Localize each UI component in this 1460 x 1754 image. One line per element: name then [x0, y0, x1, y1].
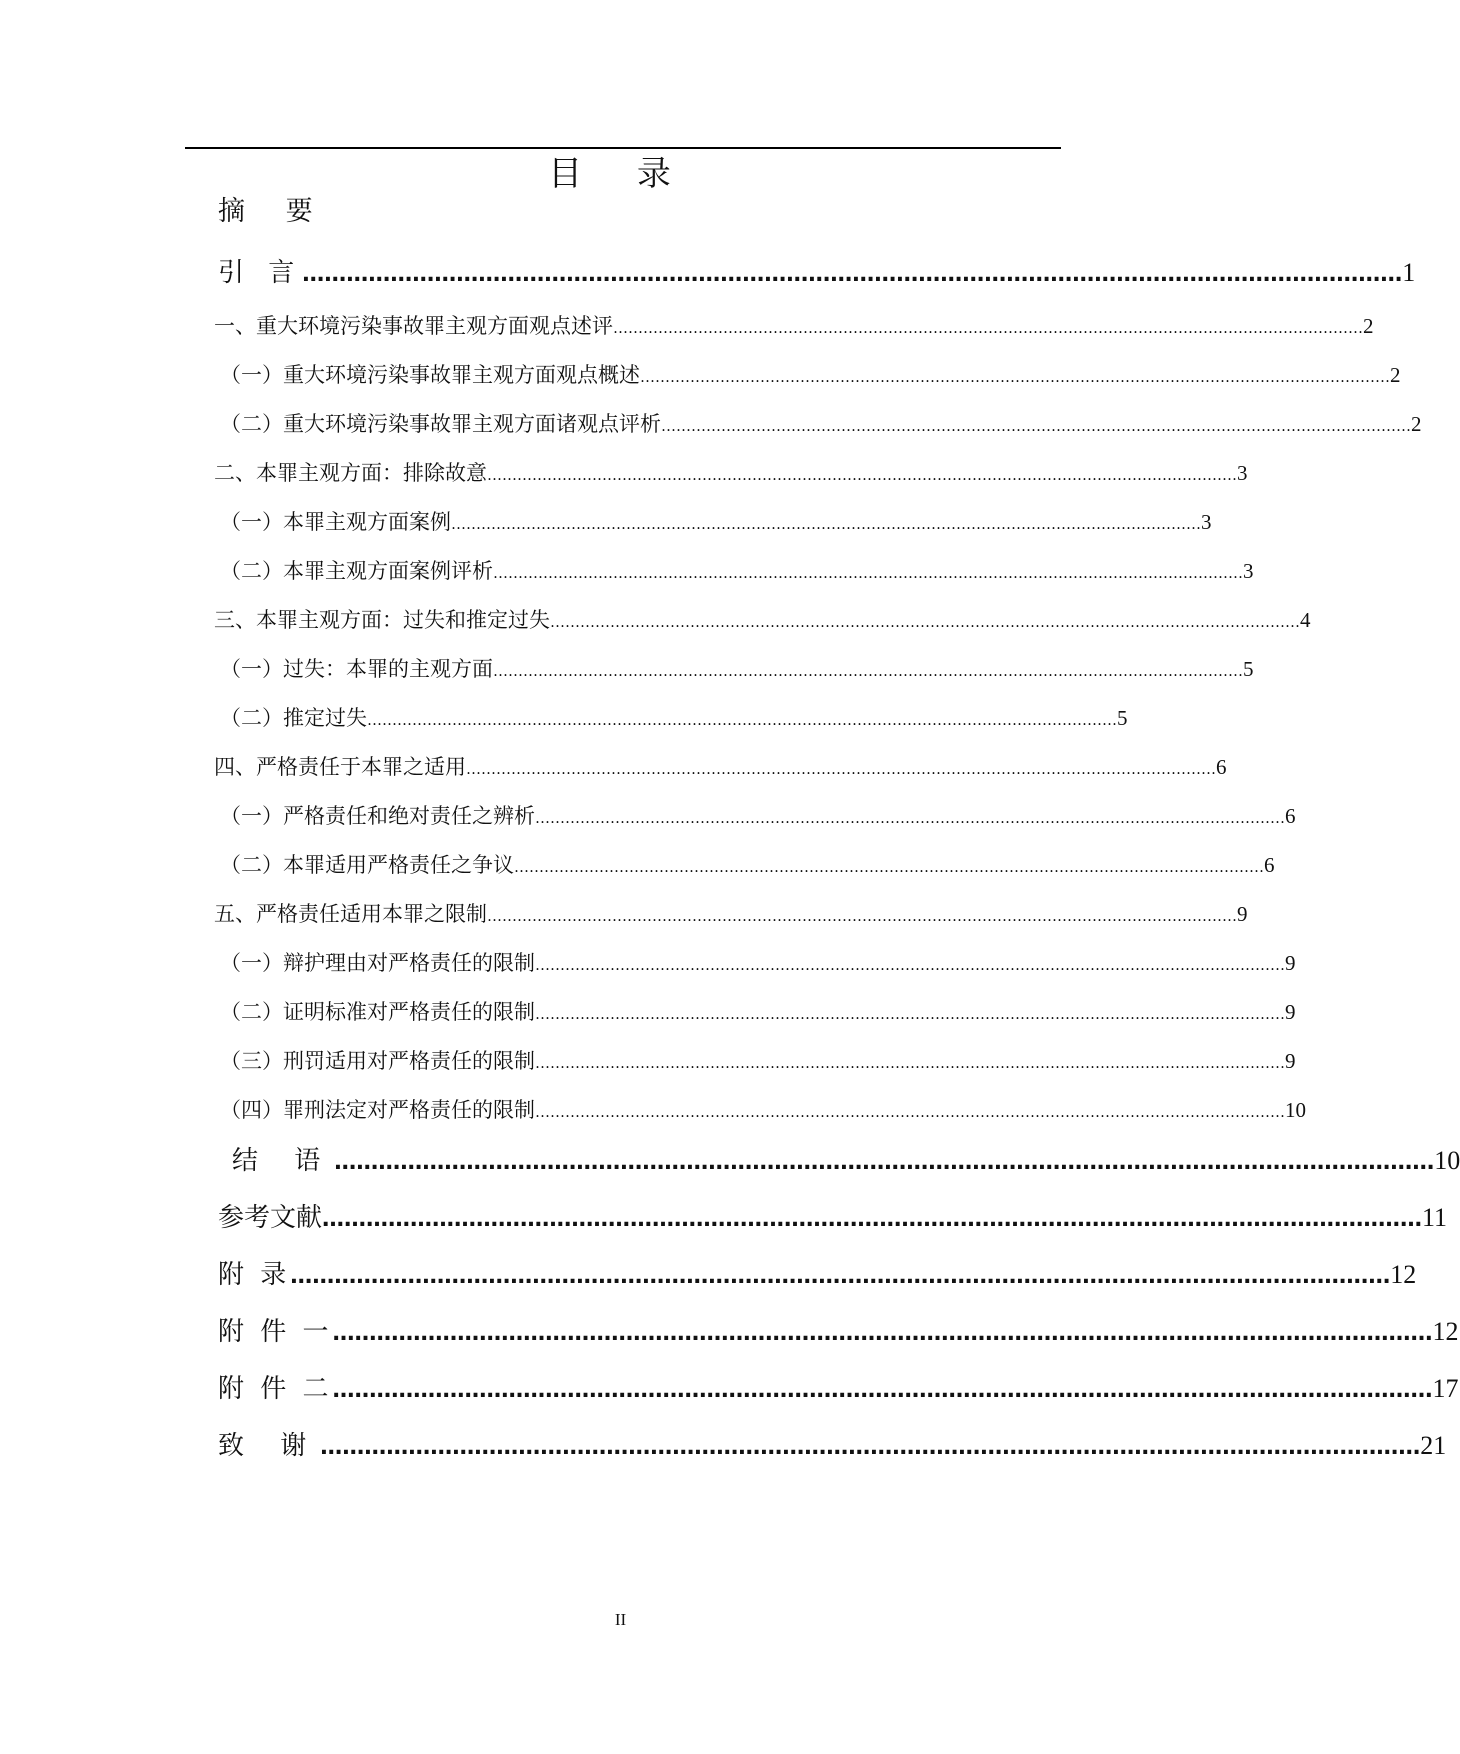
toc-leader-dots: ……………………………………………………………………………………………………………………………………: [322, 1207, 1423, 1232]
toc-entry-page: 6: [1216, 755, 1227, 779]
toc-entry-section-1-2[interactable]: [220, 408, 1422, 440]
toc-entry-label: （二）推定过失: [220, 706, 367, 730]
toc-entry-section-1-1[interactable]: [220, 359, 1401, 391]
toc-entry-section-2-1[interactable]: [220, 506, 1212, 538]
header-rule: [185, 147, 1061, 149]
toc-entry-page: 6: [1285, 804, 1296, 828]
toc-entry-label: 三、本罪主观方面：过失和推定过失: [214, 608, 550, 632]
toc-entry-page: 5: [1243, 657, 1254, 681]
toc-entry-page: 5: [1117, 706, 1128, 730]
toc-entry-label: （二）重大环境污染事故罪主观方面诸观点评析: [220, 412, 661, 436]
toc-leader-dots: ……………………………………………………………………………………………………………………………………: [493, 662, 1243, 680]
toc-entry-page: 9: [1285, 951, 1296, 975]
toc-leader-dots: ……………………………………………………………………………………………………………………………………: [487, 466, 1237, 484]
toc-leader-dots: ……………………………………………………………………………………………………………………………………: [550, 613, 1300, 631]
toc-entry-label: （二）本罪主观方面案例评析: [220, 559, 493, 583]
toc-entry-label: 附 录: [218, 1260, 291, 1290]
toc-leader-dots: ……………………………………………………………………………………………………………………………………: [493, 564, 1243, 582]
toc-entry-section-2-2[interactable]: [220, 555, 1254, 587]
toc-entry-label: 参考文献: [218, 1203, 323, 1233]
toc-entry-label: （一）重大环境污染事故罪主观方面观点概述: [220, 363, 640, 387]
toc-leader-dots: ……………………………………………………………………………………………………………………………………: [466, 760, 1216, 778]
toc-entry-page: 2: [1363, 314, 1374, 338]
toc-leader-dots: ……………………………………………………………………………………………………………………………………: [320, 1435, 1421, 1460]
toc-entry-intro[interactable]: [218, 252, 1416, 292]
toc-entry-page: 2: [1411, 412, 1422, 436]
toc-leader-dots: ……………………………………………………………………………………………………………………………………: [367, 711, 1117, 729]
toc-entry-section-4-1[interactable]: [220, 800, 1296, 832]
toc-entry-label: 四、严格责任于本罪之适用: [214, 755, 466, 779]
toc-entry-label: （四）罪刑法定对严格责任的限制: [220, 1098, 535, 1122]
toc-leader-dots: ……………………………………………………………………………………………………………………………………: [302, 262, 1403, 287]
toc-entry-acknowledgements[interactable]: [218, 1425, 1447, 1465]
toc-leader-dots: ……………………………………………………………………………………………………………………………………: [535, 1054, 1285, 1072]
toc-leader-dots: ……………………………………………………………………………………………………………………………………: [640, 368, 1390, 386]
toc-entry-page: 10: [1434, 1146, 1460, 1175]
toc-entry-label: （三）刑罚适用对严格责任的限制: [220, 1049, 535, 1073]
toc-entry-label: 引 言: [218, 258, 303, 288]
toc-entry-section-3-2[interactable]: [220, 702, 1128, 734]
toc-leader-dots: ……………………………………………………………………………………………………………………………………: [535, 1103, 1285, 1121]
toc-entry-page: 12: [1432, 1317, 1459, 1346]
toc-abstract-label: 摘 要: [218, 196, 329, 227]
toc-entry-attachment-2[interactable]: [218, 1368, 1459, 1408]
toc-entry-section-5[interactable]: [214, 898, 1248, 930]
toc-entry-section-4-2[interactable]: [220, 849, 1275, 881]
toc-leader-dots: ……………………………………………………………………………………………………………………………………: [535, 809, 1285, 827]
toc-entry-page: 11: [1422, 1203, 1448, 1232]
toc-entry-label: 附 件 一: [218, 1317, 333, 1347]
toc-leader-dots: ……………………………………………………………………………………………………………………………………: [487, 907, 1237, 925]
toc-entry-section-1[interactable]: [214, 310, 1374, 342]
toc-leader-dots: ……………………………………………………………………………………………………………………………………: [451, 515, 1201, 533]
toc-leader-dots: ……………………………………………………………………………………………………………………………………: [334, 1150, 1435, 1175]
toc-entry-label: 二、本罪主观方面：排除故意: [214, 461, 487, 485]
toc-entry-label: 一、重大环境污染事故罪主观方面观点述评: [214, 314, 613, 338]
toc-entry-appendix[interactable]: [218, 1254, 1417, 1294]
toc-entry-page: 17: [1432, 1374, 1459, 1403]
toc-entry-section-2[interactable]: [214, 457, 1248, 489]
toc-leader-dots: ……………………………………………………………………………………………………………………………………: [661, 417, 1411, 435]
toc-entry-page: 12: [1390, 1260, 1417, 1289]
toc-entry-label: 五、严格责任适用本罪之限制: [214, 902, 487, 926]
toc-entry-conclusion[interactable]: [232, 1140, 1460, 1180]
toc-entry-section-5-2[interactable]: [220, 996, 1296, 1028]
toc-entry-label: （二）证明标准对严格责任的限制: [220, 1000, 535, 1024]
toc-leader-dots: ……………………………………………………………………………………………………………………………………: [613, 319, 1363, 337]
toc-entry-page: 9: [1285, 1049, 1296, 1073]
toc-entry-attachment-1[interactable]: [218, 1311, 1459, 1351]
toc-leader-dots: ……………………………………………………………………………………………………………………………………: [290, 1264, 1391, 1289]
toc-leader-dots: ……………………………………………………………………………………………………………………………………: [332, 1378, 1433, 1403]
toc-entry-section-3-1[interactable]: [220, 653, 1254, 685]
toc-entry-page: 10: [1285, 1098, 1306, 1122]
toc-entry-label: 致 谢: [218, 1431, 321, 1461]
toc-entry-references[interactable]: [218, 1197, 1448, 1237]
toc-leader-dots: ……………………………………………………………………………………………………………………………………: [332, 1321, 1433, 1346]
toc-entry-label: （一）过失：本罪的主观方面: [220, 657, 493, 681]
toc-entry-label: （一）严格责任和绝对责任之辨析: [220, 804, 535, 828]
toc-entry-label: （一）辩护理由对严格责任的限制: [220, 951, 535, 975]
toc-leader-dots: ……………………………………………………………………………………………………………………………………: [535, 956, 1285, 974]
toc-entry-section-4[interactable]: [214, 751, 1227, 783]
toc-entry-page: 3: [1237, 461, 1248, 485]
toc-entry-section-3[interactable]: [214, 604, 1311, 636]
toc-entry-page: 3: [1201, 510, 1212, 534]
toc-entry-page: 3: [1243, 559, 1254, 583]
page-number: II: [614, 1610, 627, 1629]
toc-entry-page: 1: [1402, 258, 1416, 287]
toc-entry-label: 结 语: [232, 1146, 335, 1176]
toc-entry-page: 21: [1420, 1431, 1447, 1460]
toc-leader-dots: ……………………………………………………………………………………………………………………………………: [514, 858, 1264, 876]
toc-entry-section-5-1[interactable]: [220, 947, 1296, 979]
toc-entry-page: 2: [1390, 363, 1401, 387]
toc-title: 目 录: [548, 154, 693, 194]
toc-entry-page: 6: [1264, 853, 1275, 877]
toc-entry-label: （一）本罪主观方面案例: [220, 510, 451, 534]
toc-entry-page: 9: [1237, 902, 1248, 926]
toc-leader-dots: ……………………………………………………………………………………………………………………………………: [535, 1005, 1285, 1023]
toc-entry-section-5-3[interactable]: [220, 1045, 1296, 1077]
toc-entry-label: 附 件 二: [218, 1374, 333, 1404]
toc-entry-label: （二）本罪适用严格责任之争议: [220, 853, 514, 877]
toc-entry-page: 9: [1285, 1000, 1296, 1024]
toc-entry-section-5-4[interactable]: [220, 1094, 1306, 1126]
toc-entry-page: 4: [1300, 608, 1311, 632]
